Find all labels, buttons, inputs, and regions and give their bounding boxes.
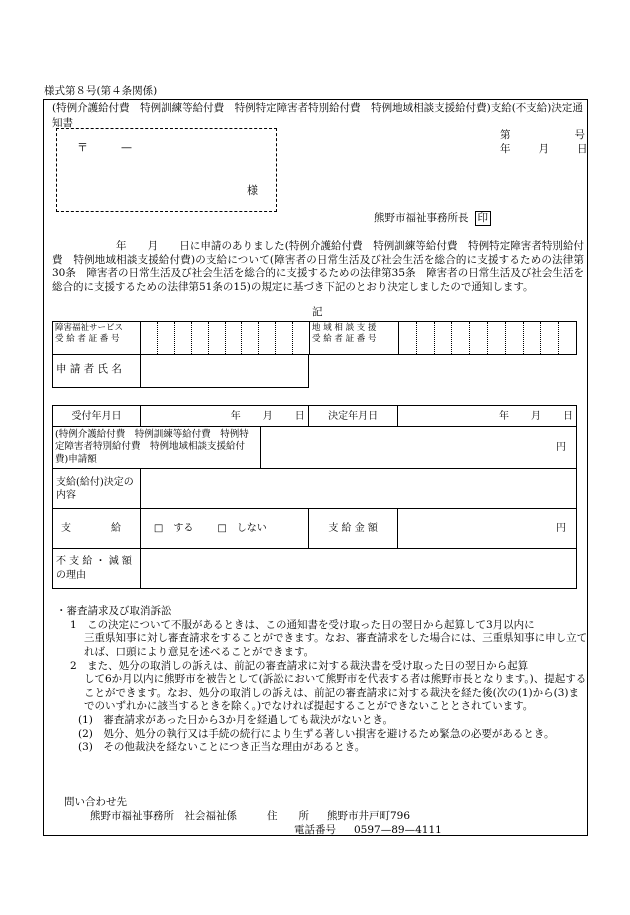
decision-year: 年 [499,410,509,422]
body-main: (特例介護給付費 特例訓練等給付費 特例特定障害者特別給付費 特例地域相談支援給付費)の支給について(障害者の日常生活及び社会生活を総合的に支援するための法律第30条 障害者の日常生活及び社会生活を総合的に支援するための法律第35条 障害者の日常生活及び社会生活を総合的に支援するための法律第51条の15)の規定に基づき下記のとおり決定しましたので通知します。 [52,240,584,293]
postal-mark: 〒 [77,141,88,154]
payment-amount-label: 支 給 金 額 [308,509,398,549]
chiiki-cert-label [309,322,399,354]
note-item-2 [70,660,588,715]
payment-option-no[interactable]: □ しない [217,523,267,534]
payment-options [140,509,308,549]
applicant-name-field[interactable] [141,355,308,387]
issuer-name: 熊野市福祉事務所長 [374,212,469,224]
issue-year: 年 [500,143,511,155]
application-amount-yen: 円 [556,442,566,453]
payment-label: 支 給 [53,509,141,549]
decision-table [52,405,577,589]
contact-phone-label: 電話番号 [294,824,336,837]
seal-mark: 印 [475,211,492,226]
chiiki-cert-number-cells[interactable] [399,322,576,354]
ki-heading: 記 [312,306,323,318]
contact-heading: 問い合わせ先 [64,796,127,808]
body-date-prefix: 年 月 日に申請のありました [116,240,285,252]
note-item-1 [70,619,588,660]
contact-address-label: 住 所 [267,810,309,823]
decision-date-field[interactable] [398,406,577,427]
appeal-notes [56,605,588,755]
contact-block [64,795,442,838]
note-sub-1: (1) 審査請求があった日から3か月を経過しても裁決がないとき。 [78,714,394,727]
note-item-1-rest: 三重県知事に対し審査請求をすることができます。なお、審査請求をした場合には、三重県知事に申し立てれば、口頭により意見を述べることができます。 [84,632,588,658]
postal-dash: — [121,141,132,154]
received-month: 月 [262,410,273,422]
contact-line-2 [64,823,442,837]
issue-day: 日 [577,143,588,155]
payment-amount-field[interactable] [398,509,577,549]
payment-amount-yen: 円 [556,523,566,534]
contact-line-1 [64,809,442,823]
reason-field[interactable] [140,549,576,589]
decision-day: 日 [563,410,573,422]
notice-title: (特例介護給付費 特例訓練等給付費 特例特定障害者特別給付費 特例地域相談支援給付費)支給(不支給)決定通知書 [52,102,583,129]
chiiki-cert-label-1: 地 域 相 談 支 援 [312,323,377,333]
note-item-2-rest: して6か月以内に熊野市を被告として(訴訟において熊野市を代表する者は熊野市長となります。)、提起することができます。なお、処分の取消しの訴えは、前記の審査請求に対する裁決を経た後(次の(1)から(3)までのいずれかに該当するときを除く。)でなければ提起することができないこととされています。 [84,673,587,713]
application-amount-label: (特例介護給付費 特例訓練等給付費 特例特定障害者特別給付費 特例地域相談支援給付費)申請額 [53,427,261,469]
issue-date [500,143,588,157]
reason-label: 不 支 給 ・ 減 額 の理由 [53,549,141,589]
note-item-1-first: 1 この決定について不服があるときは、この通知書を受け取った日の翌日から起算して3月以内に [70,618,535,631]
service-cert-number-cells[interactable] [141,322,309,354]
address-box [56,128,277,212]
decision-date-label: 決定年月日 [308,406,398,427]
service-cert-label-1: 障害福祉サービス [55,323,124,333]
service-cert-label-2: 受 給 者 証 番 号 [55,334,120,345]
application-amount-field[interactable] [260,427,576,469]
received-year: 年 [230,410,241,422]
honorific-sama: 様 [247,184,258,197]
received-day: 日 [294,410,305,422]
issue-dai: 第 [500,129,511,141]
decision-content-field[interactable] [140,469,576,509]
chiiki-cert-label-2: 受 給 者 証 番 号 [312,334,377,345]
applicant-name-label: 申 請 者 氏 名 [53,355,141,387]
contact-address: 熊野市井戸町796 [327,810,411,823]
note-sub-3: (3) その他裁決を経ないことにつき正当な理由があるとき。 [78,741,366,754]
decision-content-label: 支給(給付)決定の内容 [53,469,141,509]
received-date-field[interactable] [140,406,308,427]
form-number: 様式第８号(第４条関係) [44,85,158,97]
note-item-2-first: 2 また、処分の取消しの訴えは、前記の審査請求に対する裁決書を受け取った日の翌日から起算 [70,659,529,672]
notes-heading: ・審査請求及び取消訴訟 [56,605,172,617]
certificate-number-row [52,321,577,355]
payment-option-yes[interactable]: □ する [153,523,194,534]
applicant-name-row [52,354,309,388]
issue-number [500,129,585,143]
contact-phone: 0597—89—4111 [354,824,442,837]
issue-month: 月 [538,143,549,155]
service-cert-label [53,322,141,354]
note-sub-2: (2) 処分、処分の執行又は手続の続行により生ずる著しい損害を避けるため緊急の必要があるとき。 [78,727,555,740]
received-date-label: 受付年月日 [53,406,141,427]
contact-office: 熊野市福祉事務所 社会福祉係 [90,810,237,823]
issuer [374,211,491,226]
body-text [52,240,584,295]
issue-go: 号 [574,129,585,141]
decision-month: 月 [531,410,541,422]
